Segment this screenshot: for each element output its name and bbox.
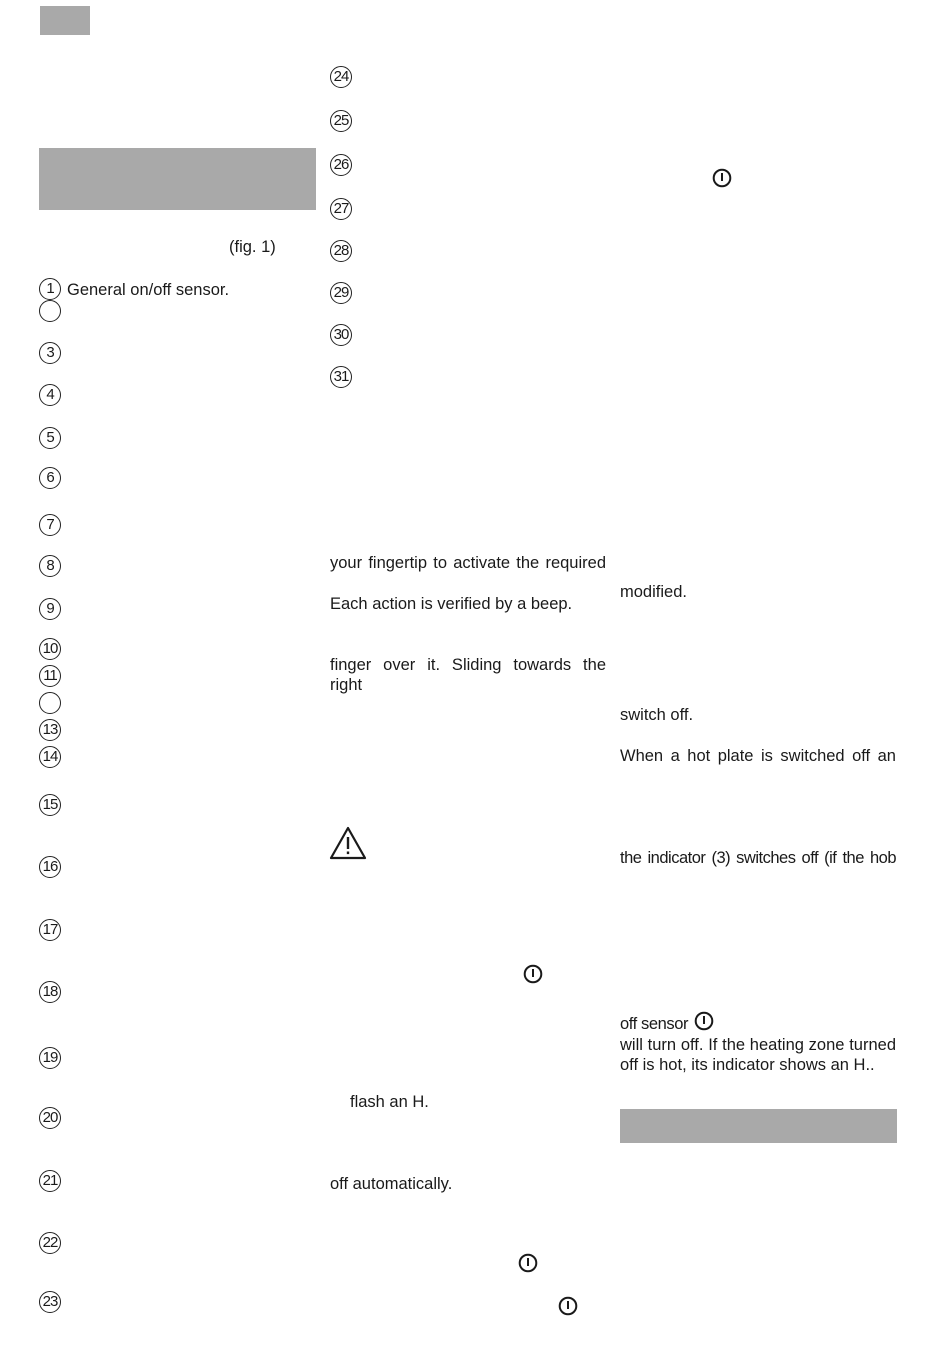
item-number-17: 17 [39,919,61,941]
text-switch-off: switch off. [620,706,694,724]
item-number-9: 9 [39,598,61,620]
item-number-11: 11 [39,665,61,687]
text-auto-off: off automatically. [330,1175,453,1193]
item-number-31: 31 [330,366,352,388]
item-number-18: 18 [39,981,61,1003]
section-header-bar-right [620,1109,897,1143]
item-number-3: 3 [39,342,61,364]
text-indicator: the indicator (3) switches off (if the hob [620,849,896,867]
text-slide: finger over it. Sliding towards the right [330,656,606,694]
item-number-25: 25 [330,110,352,132]
item-number-13: 13 [39,719,61,741]
item-number-16: 16 [39,856,61,878]
item-number-12 [39,692,61,714]
item-number-23: 23 [39,1291,61,1313]
text-flash: flash an H. [350,1093,429,1111]
power-icon [558,1296,578,1316]
text-beep: Each action is verified by a beep. [330,595,573,613]
item-number-2 [39,300,61,322]
item-number-27: 27 [330,198,352,220]
item-number-26: 26 [330,154,352,176]
text-fingertip: your fingertip to activate the required [330,554,606,572]
item-number-30: 30 [330,324,352,346]
item-number-24: 24 [330,66,352,88]
item-number-28: 28 [330,240,352,262]
text-off-sensor: off sensor [620,1015,689,1033]
warning-triangle-icon [329,826,367,860]
item-number-19: 19 [39,1047,61,1069]
item-number-7: 7 [39,514,61,536]
item-number-4: 4 [39,384,61,406]
item-number-5: 5 [39,427,61,449]
power-icon [518,1253,538,1273]
text-modified: modified. [620,583,687,601]
item-number-1: 1 [39,278,61,300]
text-hot-h: off is hot, its indicator shows an H.. [620,1056,875,1074]
item-number-20: 20 [39,1107,61,1129]
item-number-21: 21 [39,1170,61,1192]
item-number-15: 15 [39,794,61,816]
item-number-22: 22 [39,1232,61,1254]
item-number-6: 6 [39,467,61,489]
power-icon [694,1011,714,1031]
text-hot-plate: When a hot plate is switched off an [620,747,896,765]
text-turn-off: will turn off. If the heating zone turned [620,1036,896,1054]
item-number-29: 29 [330,282,352,304]
page-tab-marker [40,6,90,35]
item-number-14: 14 [39,746,61,768]
item-number-8: 8 [39,555,61,577]
power-icon [523,964,543,984]
section-header-bar [39,148,316,210]
item-text-1: General on/off sensor. [67,281,230,299]
fig-reference: (fig. 1) [229,238,276,256]
power-icon [712,168,732,188]
item-number-10: 10 [39,638,61,660]
